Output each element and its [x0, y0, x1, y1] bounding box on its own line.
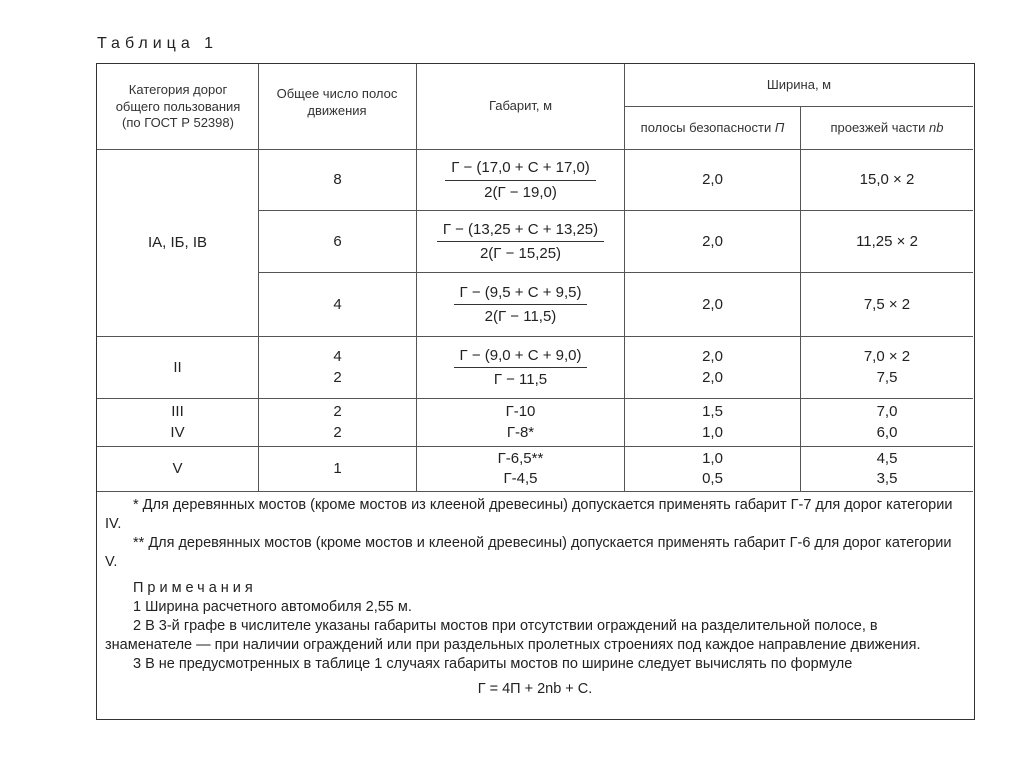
header-carriage-text: проезжей части — [830, 119, 926, 135]
category-iv-text: IV — [170, 423, 185, 441]
footnote-1: * Для деревянных мостов (кроме мостов из клееной древесины) допускается применять габарит Г-7 для дорог категории IV. — [105, 497, 953, 532]
row1-numerator: Г − (17,0 + С + 17,0) — [445, 158, 596, 181]
row-v-safety-1: 1,0 — [702, 449, 723, 467]
row-ii-safety-2: 2,0 — [702, 368, 723, 386]
row1-lanes-text: 8 — [333, 171, 342, 189]
table-caption: Таблица 1 — [97, 35, 219, 52]
category-ia — [97, 150, 258, 336]
row2-numerator: Г − (13,25 + С + 13,25) — [437, 220, 604, 243]
row3-carriage-text: 7,5 × 2 — [863, 295, 911, 313]
row2-lanes-text: 6 — [333, 232, 342, 250]
header-carriageway — [801, 107, 973, 149]
category-iii-iv — [97, 399, 258, 446]
row-ii-denominator: Г − 11,5 — [493, 371, 548, 388]
note-3: 3 В не предусмотренных в таблице 1 случаях габариты мостов по ширине следует вычислять по формуле — [133, 655, 853, 672]
category-ia-text: IA, IБ, IB — [147, 234, 208, 252]
row3-lanes-text: 4 — [333, 295, 342, 313]
row1-denominator: 2(Г − 19,0) — [484, 183, 557, 201]
category-v-text: V — [172, 460, 183, 478]
row-iii-gabarit-2: Г-8* — [506, 423, 535, 441]
bridge-gabarit-table — [97, 64, 973, 491]
footnote-2: ** Для деревянных мостов (кроме мостов и клееной древесины) допускается применять габарит Г-6 для дорог категории V. — [105, 534, 952, 570]
row2-safety — [625, 211, 800, 272]
table-frame — [96, 63, 975, 720]
row2-safety-text: 2,0 — [702, 232, 723, 250]
category-ii-text: II — [173, 358, 182, 376]
category-iii-text: III — [171, 403, 184, 421]
row3-numerator: Г − (9,5 + С + 9,5) — [454, 283, 588, 306]
header-safety-symbol: П — [774, 119, 785, 135]
table-notes — [105, 496, 965, 698]
width-formula: Г = 4П + 2nb + С. — [477, 680, 593, 697]
header-width-text: Ширина, м — [766, 76, 832, 92]
row-iii-carriage — [801, 399, 973, 446]
row-iii-carriage-1: 7,0 — [876, 403, 898, 421]
row-ii-gabarit — [417, 337, 624, 398]
row-ii-carriage-1: 7,0 × 2 — [863, 348, 911, 366]
row1-gabarit — [417, 150, 624, 210]
row3-carriage — [801, 273, 973, 336]
row2-carriage-text: 11,25 × 2 — [856, 232, 918, 250]
row-iii-lanes — [259, 399, 416, 446]
row-v-gabarit-2: Г-4,5 — [503, 470, 538, 487]
row2-lanes — [259, 211, 416, 272]
row-ii-fraction — [454, 346, 588, 390]
row1-carriage — [801, 150, 973, 210]
row2-gabarit — [417, 211, 624, 272]
row1-lanes — [259, 150, 416, 210]
row-iii-lanes-2: 2 — [333, 423, 342, 441]
row-iii-gabarit — [417, 399, 624, 446]
row-ii-safety-1: 2,0 — [702, 348, 723, 366]
row-v-carriage-1: 4,5 — [876, 449, 898, 467]
row-ii-numerator: Г − (9,0 + С + 9,0) — [454, 346, 588, 369]
row1-fraction — [445, 158, 596, 202]
row-iii-safety — [625, 399, 800, 446]
row1-safety-text: 2,0 — [702, 171, 723, 189]
row-v-carriage-2: 3,5 — [876, 470, 898, 487]
row1-safety — [625, 150, 800, 210]
header-width — [625, 64, 973, 106]
row-ii-lanes-2: 2 — [333, 368, 342, 386]
row3-denominator: 2(Г − 11,5) — [484, 308, 557, 325]
row-ii-lanes-1: 4 — [333, 348, 342, 366]
row-iii-safety-2: 1,0 — [702, 423, 723, 441]
category-ii — [97, 337, 258, 398]
row3-gabarit — [417, 273, 624, 336]
header-gabarit — [417, 64, 624, 149]
note-2: 2 В 3-й графе в числителе указаны габариты мостов при отсутствии ограждений на разделительной полосе, в знаменателе — при наличии ограждений или при раздельных пролетных строениях под каждое направление движения. — [105, 618, 921, 653]
note-1: 1 Ширина расчетного автомобиля 2,55 м. — [133, 599, 412, 616]
row-ii-carriage — [801, 337, 973, 398]
row-v-safety-2: 0,5 — [702, 470, 723, 487]
row-iii-carriage-2: 6,0 — [876, 423, 898, 441]
row1-carriage-text: 15,0 × 2 — [859, 171, 915, 189]
row-iii-lanes-1: 2 — [333, 403, 342, 421]
header-safety-text: полосы безопасности — [640, 119, 772, 135]
row-v-gabarit-1: Г-6,5** — [497, 449, 544, 467]
row-iii-gabarit-1: Г-10 — [505, 403, 536, 421]
row-ii-safety — [625, 337, 800, 398]
row-v-lanes-text: 1 — [333, 460, 342, 478]
row-v-carriage — [801, 447, 973, 491]
row2-fraction — [437, 220, 604, 264]
row3-safety-text: 2,0 — [702, 295, 723, 313]
header-category-text: Категория дорог общего пользования (по ГОСТ Р 52398) — [115, 81, 241, 131]
header-safety-lane — [625, 107, 800, 149]
header-category — [105, 74, 251, 140]
grid-line — [97, 491, 973, 492]
row-iii-safety-1: 1,5 — [702, 403, 723, 421]
notes-title: Примечания — [133, 580, 257, 597]
row2-denominator: 2(Г − 15,25) — [479, 245, 562, 262]
row-v-safety — [625, 447, 800, 491]
row-v-lanes — [259, 447, 416, 491]
row-ii-carriage-2: 7,5 — [876, 368, 898, 386]
row-ii-lanes — [259, 337, 416, 398]
header-lanes-text: Общее число полос движения — [276, 86, 398, 118]
row-v-gabarit — [417, 447, 624, 491]
row2-carriage — [801, 211, 973, 272]
row3-lanes — [259, 273, 416, 336]
row3-fraction — [454, 283, 588, 327]
header-lanes — [263, 78, 411, 128]
category-v — [97, 447, 258, 491]
row3-safety — [625, 273, 800, 336]
header-carriage-symbol: nb — [929, 119, 944, 135]
header-gabarit-text: Габарит, м — [488, 98, 553, 114]
